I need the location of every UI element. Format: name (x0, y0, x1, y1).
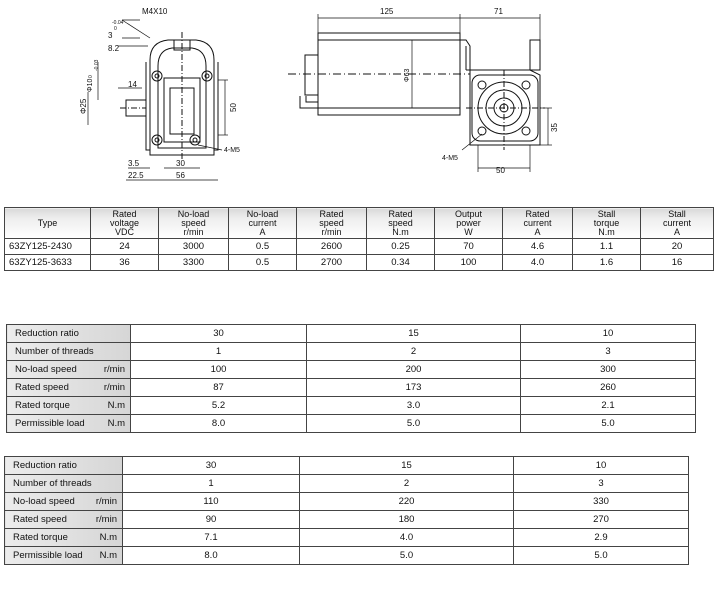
label-22-5: 22.5 (128, 171, 144, 180)
label-35: 35 (550, 123, 559, 132)
gear-label-cell (7, 361, 131, 379)
spec-row (5, 255, 714, 271)
gear-row (5, 457, 689, 475)
label-phi10-upper: 0 (88, 75, 94, 78)
gear-label: Rated torque (13, 532, 68, 543)
gear-label-cell (5, 547, 123, 565)
gear-ratio-table-1 (6, 324, 696, 433)
gear-label: Rated torque (15, 400, 70, 411)
spec-value-cell: 3000 (159, 239, 229, 255)
gear-label: Rated speed (13, 514, 67, 525)
gear-label-cell (7, 397, 131, 415)
label-14: 14 (128, 80, 137, 89)
spec-type-cell: 63ZY125-3633 (5, 255, 91, 271)
spec-value-cell: 2600 (297, 239, 367, 255)
spec-header-cell: Rated current A (503, 208, 573, 239)
gear-value-cell: 2 (300, 475, 514, 493)
gear-value-cell: 270 (514, 511, 689, 529)
spec-value-cell: 70 (435, 239, 503, 255)
gear-value-cell: 100 (131, 361, 307, 379)
gear-label: Rated speed (15, 382, 69, 393)
gear-unit: N.m (107, 400, 125, 411)
gear-row (5, 529, 689, 547)
gear-value-cell: 5.0 (307, 415, 521, 433)
label-50-side: 50 (496, 166, 505, 175)
gear-value-cell: 3 (514, 475, 689, 493)
gear-row (7, 379, 696, 397)
spec-value-cell: 100 (435, 255, 503, 271)
label-tol-3-lower: 0 (114, 26, 117, 32)
spec-type-cell: 63ZY125-2430 (5, 239, 91, 255)
gear-unit: N.m (107, 418, 125, 429)
gear-label-cell (7, 415, 131, 433)
gear-value-cell: 300 (521, 361, 696, 379)
spec-value-cell: 24 (91, 239, 159, 255)
gear-label: Reduction ratio (15, 328, 79, 339)
label-4m5-side: 4-M5 (442, 155, 458, 162)
gear-value-cell: 1 (131, 343, 307, 361)
spec-header-cell: Stall torque N.m (573, 208, 641, 239)
gear-label-cell (5, 493, 123, 511)
gear-row (7, 361, 696, 379)
gear-value-cell: 90 (123, 511, 300, 529)
gear-label: No-load speed (13, 496, 75, 507)
spec-value-cell: 1.1 (573, 239, 641, 255)
gear-value-cell: 15 (307, 325, 521, 343)
label-phi25: Φ25 (79, 98, 88, 114)
gear-value-cell: 87 (131, 379, 307, 397)
gear-label-cell (5, 457, 123, 475)
motor-spec-table (4, 207, 714, 271)
spec-value-cell: 0.5 (229, 255, 297, 271)
side-view-motor (288, 33, 545, 150)
label-56: 56 (176, 171, 185, 180)
spec-value-cell: 0.34 (367, 255, 435, 271)
spec-value-cell: 36 (91, 255, 159, 271)
spec-header-cell: Stall current A (641, 208, 714, 239)
gear-value-cell: 5.2 (131, 397, 307, 415)
gear-unit: N.m (99, 550, 117, 561)
side-view-dimensions (318, 14, 552, 172)
gear-value-cell: 5.0 (514, 547, 689, 565)
gear-value-cell: 3.0 (307, 397, 521, 415)
gear-value-cell: 30 (131, 325, 307, 343)
gear-row (5, 511, 689, 529)
label-71: 71 (494, 7, 503, 16)
label-50-front: 50 (229, 103, 238, 112)
label-tol-3-upper: -0.04 (112, 20, 124, 26)
gear-label-cell (5, 529, 123, 547)
gear-unit: r/min (103, 364, 125, 375)
gear-label: Reduction ratio (13, 460, 77, 471)
spec-header-cell: Output power W (435, 208, 503, 239)
gear-table-2-body (5, 457, 689, 565)
spec-header-cell: No-load speed r/min (159, 208, 229, 239)
spec-value-cell: 20 (641, 239, 714, 255)
label-phi63: Φ63 (404, 68, 411, 82)
gear-value-cell: 220 (300, 493, 514, 511)
gear-label-cell (5, 511, 123, 529)
gear-value-cell: 2 (307, 343, 521, 361)
gear-value-cell: 3 (521, 343, 696, 361)
gear-ratio-table-2 (4, 456, 689, 565)
gear-table-1-body (7, 325, 696, 433)
gear-value-cell: 8.0 (131, 415, 307, 433)
spec-value-cell: 0.5 (229, 239, 297, 255)
gear-row (7, 397, 696, 415)
gear-value-cell: 30 (123, 457, 300, 475)
gear-value-cell: 5.0 (521, 415, 696, 433)
spec-header-cell: Rated speed r/min (297, 208, 367, 239)
label-phi10: Φ10 (87, 78, 94, 92)
gear-unit: r/min (95, 514, 117, 525)
gear-unit: r/min (103, 382, 125, 393)
spec-value-cell: 4.0 (503, 255, 573, 271)
gear-value-cell: 15 (300, 457, 514, 475)
label-tol-3: 3 (108, 31, 113, 40)
gear-value-cell: 200 (307, 361, 521, 379)
front-view-gearbox (120, 32, 218, 160)
gear-row (5, 547, 689, 565)
spec-header-cell: Rated voltage VDC (91, 208, 159, 239)
gear-value-cell: 1 (123, 475, 300, 493)
label-phi10-lower: -0.03 (94, 59, 100, 71)
spec-header-cell: Rated speed N.m (367, 208, 435, 239)
gear-row (7, 343, 696, 361)
gear-row (7, 325, 696, 343)
gear-value-cell: 2.1 (521, 397, 696, 415)
gear-unit: r/min (95, 496, 117, 507)
gear-value-cell: 2.9 (514, 529, 689, 547)
label-4m5-front: 4-M5 (224, 147, 240, 154)
spec-header-row (5, 208, 714, 239)
gear-value-cell: 8.0 (123, 547, 300, 565)
label-8-2: 8.2 (108, 44, 120, 53)
gear-value-cell: 173 (307, 379, 521, 397)
gear-row (5, 493, 689, 511)
gear-value-cell: 7.1 (123, 529, 300, 547)
label-3-5: 3.5 (128, 159, 140, 168)
gear-value-cell: 260 (521, 379, 696, 397)
label-m4x10: M4X10 (142, 7, 168, 16)
gear-value-cell: 5.0 (300, 547, 514, 565)
gear-value-cell: 330 (514, 493, 689, 511)
gear-label: No-load speed (15, 364, 77, 375)
label-125: 125 (380, 7, 394, 16)
gear-label: Permissible load (15, 418, 85, 429)
spec-value-cell: 16 (641, 255, 714, 271)
spec-value-cell: 4.6 (503, 239, 573, 255)
gear-label: Number of threads (13, 478, 92, 489)
spec-value-cell: 0.25 (367, 239, 435, 255)
gear-label-cell (7, 343, 131, 361)
spec-value-cell: 3300 (159, 255, 229, 271)
gear-label-cell (7, 325, 131, 343)
gear-value-cell: 180 (300, 511, 514, 529)
gear-unit: N.m (99, 532, 117, 543)
spec-header-cell: No-load current A (229, 208, 297, 239)
label-30: 30 (176, 159, 185, 168)
gear-label-cell (7, 379, 131, 397)
gear-label: Number of threads (15, 346, 94, 357)
gear-value-cell: 110 (123, 493, 300, 511)
gear-row (7, 415, 696, 433)
gear-label: Permissible load (13, 550, 83, 561)
spec-value-cell: 2700 (297, 255, 367, 271)
gear-row (5, 475, 689, 493)
spec-body (5, 239, 714, 271)
spec-row (5, 239, 714, 255)
technical-drawing (0, 0, 716, 200)
gear-label-cell (5, 475, 123, 493)
gear-value-cell: 4.0 (300, 529, 514, 547)
spec-value-cell: 1.6 (573, 255, 641, 271)
gear-value-cell: 10 (521, 325, 696, 343)
spec-header-cell: Type (5, 208, 91, 239)
gear-value-cell: 10 (514, 457, 689, 475)
